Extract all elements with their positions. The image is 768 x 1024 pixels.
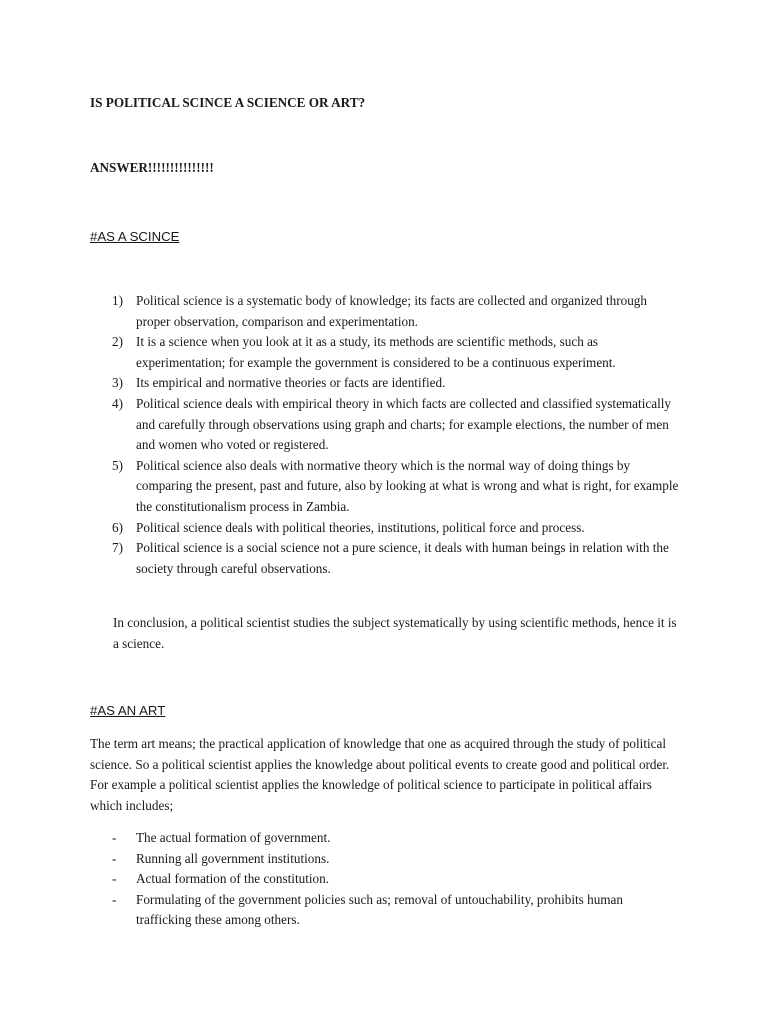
list-item [90, 828, 680, 849]
list-item-marker: - [112, 891, 117, 907]
list-item [90, 456, 680, 518]
science-points-list [90, 291, 680, 579]
science-section-heading: #AS A SCINCE [90, 229, 180, 244]
list-item [90, 332, 680, 373]
list-item-text: Political science also deals with normative theory which is the normal way of doing things by comparing the present, past and future, also by looking at what is wrong and what is right, for example the constitutionalism process in Zambia. [136, 457, 679, 514]
list-item [90, 373, 680, 394]
art-points-list [90, 828, 680, 931]
list-item [90, 538, 680, 579]
answer-label: ANSWER!!!!!!!!!!!!!!! [90, 160, 214, 175]
list-item-marker: - [112, 830, 117, 845]
list-item-text: Running all government institutions. [136, 850, 330, 866]
list-item-text: Its empirical and normative theories or facts are identified. [136, 375, 446, 391]
list-item-marker: - [112, 871, 117, 887]
list-item-number: 2) [112, 334, 123, 350]
art-section-heading: #AS AN ART [90, 703, 166, 718]
list-item-text: Political science is a social science not a pure science, it deals with human beings in relation with the society through careful observations. [136, 540, 669, 576]
list-item-number: 7) [112, 540, 123, 556]
list-item-text: The actual formation of government. [136, 830, 331, 845]
list-item-text: Political science deals with political theories, institutions, political force and process. [136, 519, 585, 535]
list-item [90, 518, 680, 539]
list-item-text: It is a science when you look at it as a study, its methods are scientific methods, such as experimentation; for example the government is considered to be a continuous experiment. [136, 334, 616, 370]
science-conclusion: In conclusion, a political scientist studies the subject systematically by using scientific methods, hence it is a science. [113, 615, 677, 651]
list-item-number: 1) [112, 293, 123, 308]
list-item-number: 3) [112, 375, 123, 391]
document-title: IS POLITICAL SCINCE A SCIENCE OR ART? [90, 95, 366, 110]
list-item-text: Actual formation of the constitution. [136, 871, 330, 887]
list-item-text: Political science is a systematic body of knowledge; its facts are collected and organized through proper observation, comparison and experimentation. [136, 293, 647, 329]
list-item [90, 849, 680, 870]
list-item-text: Formulating of the government policies such as; removal of untouchability, prohibits human trafficking these among others. [136, 891, 623, 928]
list-item [90, 890, 680, 931]
list-item-number: 4) [112, 395, 123, 411]
art-paragraph: The term art means; the practical application of knowledge that one as acquired through the study of political science. So a political scientist applies the knowledge about political events to create good and political order. For example a political scientist applies the knowledge of political science to participate in political affairs which includes; [90, 736, 670, 813]
list-item-number: 6) [112, 519, 123, 535]
list-item-number: 5) [112, 457, 123, 473]
list-item [90, 394, 680, 456]
list-item-text: Political science deals with empirical theory in which facts are collected and classified systematically and carefully through observations using graph and charts; for example elections, the number of men and women who voted or registered. [136, 395, 671, 453]
list-item [90, 869, 680, 890]
list-item [90, 291, 680, 332]
list-item-marker: - [112, 850, 117, 866]
